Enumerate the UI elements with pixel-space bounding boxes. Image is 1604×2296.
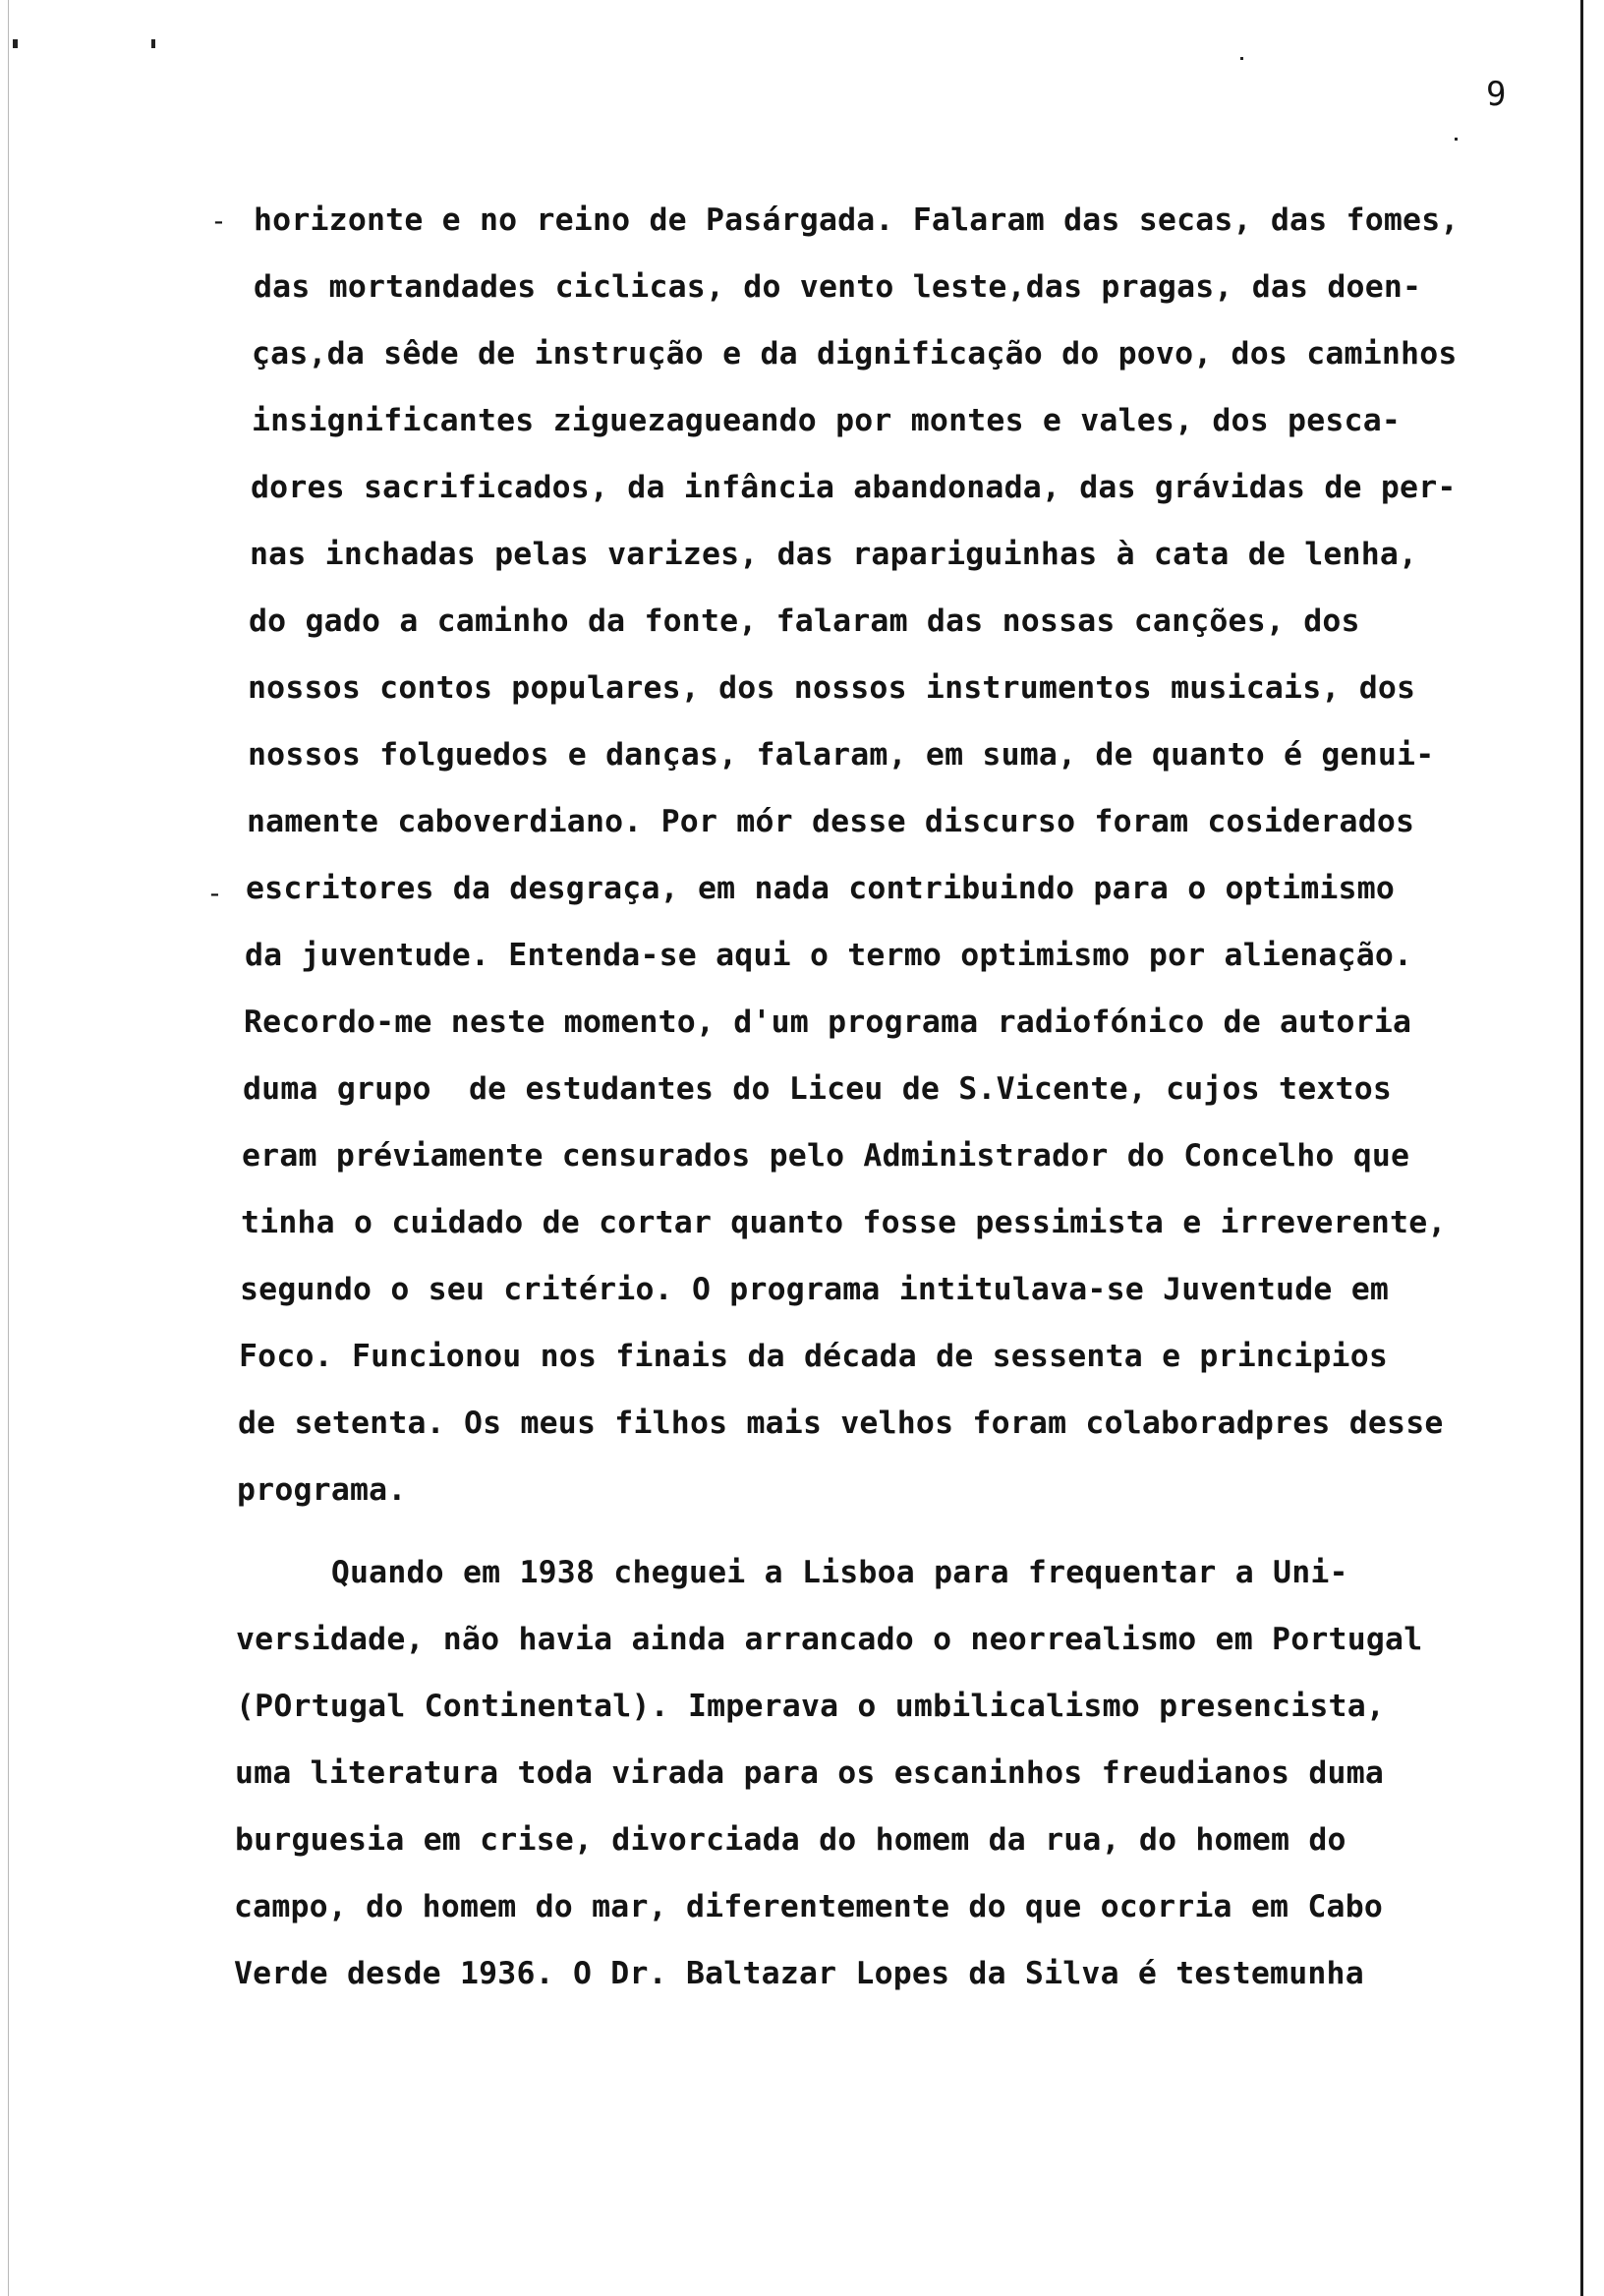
text-line: insignificantes ziguezagueando por montes e vales, dos pesca- (252, 403, 1402, 438)
text-line: escritores da desgraça, em nada contribuindo para o optimismo (246, 871, 1396, 906)
page-number: 9 (1486, 75, 1507, 114)
scan-speck (13, 39, 18, 48)
scan-right-edge (1580, 0, 1583, 2296)
text-line: ças,da sêde de instrução e da dignificação do povo, dos caminhos (252, 336, 1458, 372)
scan-left-edge (8, 0, 9, 2296)
text-line: nossos folguedos e danças, falaram, em suma, de quanto é genui- (248, 737, 1435, 773)
scan-speck (1240, 57, 1243, 60)
text-line: nas inchadas pelas varizes, das rapariguinhas à cata de lenha, (250, 537, 1418, 572)
text-line: versidade, não havia ainda arrancado o neorrealismo em Portugal (236, 1622, 1423, 1657)
text-line: eram préviamente censurados pelo Administrador do Concelho que (242, 1138, 1410, 1174)
text-line: tinha o cuidado de cortar quanto fosse pessimista e irreverente, (241, 1205, 1447, 1240)
text-line: das mortandades ciclicas, do vento leste,das pragas, das doen- (254, 269, 1422, 305)
text-line: programa. (237, 1472, 407, 1508)
text-line: horizonte e no reino de Pasárgada. Falaram das secas, das fomes, (254, 202, 1460, 238)
text-line: Foco. Funcionou nos finais da década de sessenta e principios (239, 1339, 1389, 1374)
text-line: burguesia em crise, divorciada do homem da rua, do homem do (235, 1822, 1346, 1858)
text-line: Recordo-me neste momento, d'um programa radiofónico de autoria (244, 1004, 1412, 1040)
text-line: dores sacrificados, da infância abandonada, das grávidas de per- (251, 470, 1457, 505)
text-line: segundo o seu critério. O programa intitulava-se Juventude em (240, 1272, 1390, 1307)
text-line: da juventude. Entenda-se aqui o termo optimismo por alienação. (245, 938, 1413, 973)
text-line: nossos contos populares, dos nossos instrumentos musicais, dos (248, 670, 1416, 706)
scan-speck (1455, 138, 1458, 141)
text-line: Quando em 1938 cheguei a Lisboa para frequentar a Uni- (237, 1555, 1348, 1590)
text-line: Verde desde 1936. O Dr. Baltazar Lopes da Silva é testemunha (234, 1956, 1364, 1991)
text-line: campo, do homem do mar, diferentemente do que ocorria em Cabo (234, 1889, 1384, 1924)
text-line: namente caboverdiano. Por mór desse discurso foram cosiderados (247, 804, 1415, 839)
text-line: duma grupo de estudantes do Liceu de S.Vicente, cujos textos (243, 1071, 1393, 1107)
scan-speck (151, 39, 155, 48)
text-line: uma literatura toda virada para os escaninhos freudianos duma (235, 1755, 1385, 1791)
text-line: do gado a caminho da fonte, falaram das nossas canções, dos (249, 603, 1360, 639)
margin-dash: - (206, 877, 223, 909)
text-line: de setenta. Os meus filhos mais velhos foram colaboradpres desse (238, 1406, 1444, 1441)
margin-dash: - (210, 204, 227, 237)
text-line: (POrtugal Continental). Imperava o umbilicalismo presencista, (236, 1689, 1386, 1724)
